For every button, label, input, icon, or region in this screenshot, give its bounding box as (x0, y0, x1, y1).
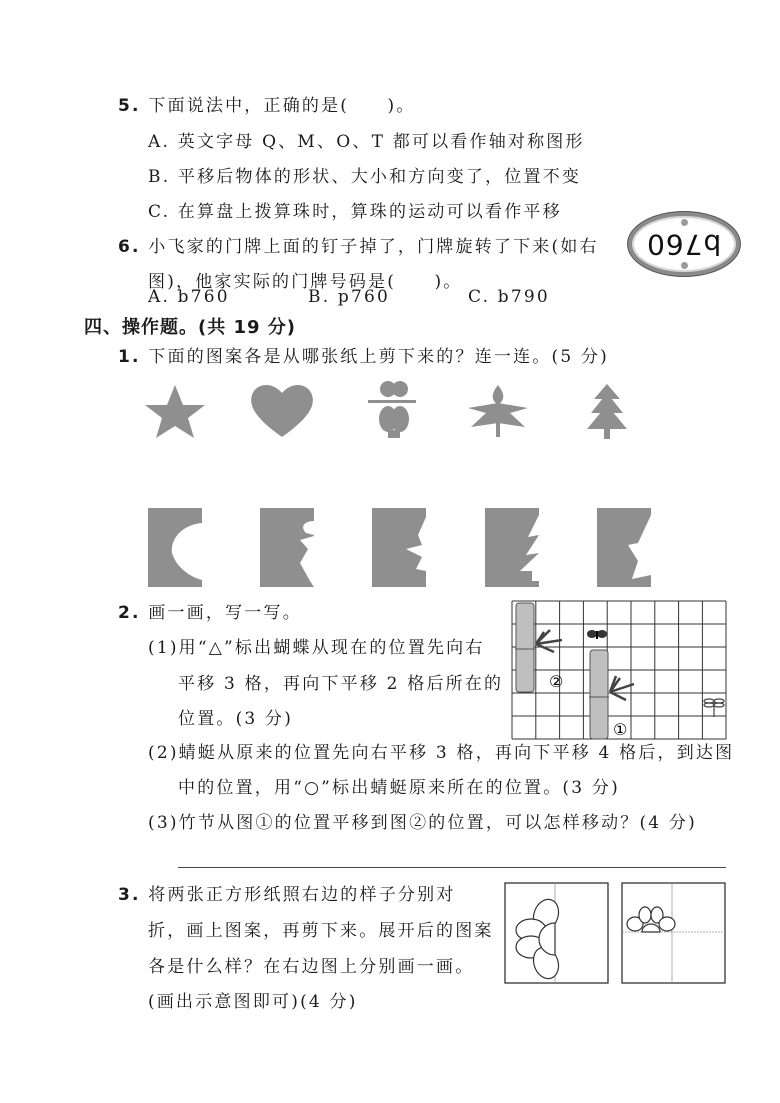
q6-stem-line1 (118, 236, 599, 258)
p1-stem (118, 346, 609, 368)
bird-shape-icon (368, 381, 416, 438)
plate-nail-hole-top (681, 219, 688, 226)
half-flower-icon (516, 896, 563, 982)
paper-sheets-row (140, 505, 680, 590)
q6-option-c: C. b790 (468, 287, 550, 307)
q6-number: 6. (118, 237, 141, 257)
fold-paper-vertical (505, 883, 608, 983)
label-2: ② (549, 672, 564, 691)
p2-stem (118, 602, 302, 624)
p2-sub2-line1: (2)蜻蜓从原来的位置先向右平移 3 格，再向下平移 4 格后，到达图 (148, 743, 735, 763)
q6-stem-text: 小飞家的门牌上面的钉子掉了，门牌旋转了下来(如右 (148, 237, 599, 257)
p2-sub3: (3)竹节从图①的位置平移到图②的位置，可以怎样移动？(4 分) (148, 813, 697, 833)
p1-stem-text: 下面的图案各是从哪张纸上剪下来的？连一连。(5 分) (148, 347, 609, 367)
paper-4-icon (485, 508, 539, 587)
p2-sub1-line1: (1)用“△”标出蝴蝶从现在的位置先向右 (148, 638, 485, 658)
label-1: ① (613, 720, 628, 739)
p2-sub2-line2: 中的位置，用“○”标出蜻蜓原来所在的位置。(3 分) (178, 778, 620, 798)
p2-sub1-line2: 平移 3 格，再向下平移 2 格后所在的 (178, 674, 504, 694)
fold-paper-horizontal (622, 883, 725, 983)
cut-shapes-row (130, 375, 690, 455)
p3-line2: 折，画上图案，再剪下来。展开后的图案 (148, 921, 494, 941)
q5-option-a: A. 英文字母 Q、M、O、T 都可以看作轴对称图形 (148, 132, 585, 152)
fold-paper-figures (500, 875, 735, 990)
q5-option-c: C. 在算盘上拨算珠时，算珠的运动可以看作平移 (148, 202, 562, 222)
p3-line4: (画出示意图即可)(4 分) (148, 992, 358, 1012)
plate-nail-hole-bottom (681, 262, 688, 269)
translation-grid (510, 600, 730, 742)
p3-number: 3. (118, 885, 141, 905)
paper-2-icon (260, 508, 314, 587)
p3-line3: 各是什么样？在右边图上分别画一画。 (148, 957, 475, 977)
q5-number: 5. (118, 96, 141, 116)
quarter-flower-icon (627, 907, 675, 932)
door-plate (628, 212, 740, 276)
q6-option-b: B. p760 (308, 287, 391, 307)
paper-1-icon (148, 508, 202, 587)
p1-number: 1. (118, 347, 141, 367)
heart-shape-icon (251, 385, 313, 437)
star-shape-icon (145, 385, 205, 438)
q5-stem-text: 下面说法中，正确的是( )。 (148, 96, 416, 116)
p2-number: 2. (118, 603, 141, 623)
q5-option-b: B. 平移后物体的形状、大小和方向变了，位置不变 (148, 167, 582, 187)
leaf-shape-icon (468, 385, 528, 437)
p2-stem-text: 画一画，写一写。 (148, 603, 302, 623)
paper-5-icon (597, 508, 651, 587)
p3-line1-text: 将两张正方形纸照右边的样子分别对 (148, 885, 456, 905)
p2-sub1-line3: 位置。(3 分) (178, 709, 294, 729)
q6-option-a: A. b760 (148, 287, 230, 307)
q6-options (148, 286, 550, 308)
butterfly-icon (587, 630, 607, 639)
q5-stem (118, 95, 416, 117)
q6-stem-line2: 图)，他家实际的门牌号码是( )。 (148, 272, 463, 292)
p3-line1 (118, 884, 456, 906)
answer-line (178, 867, 726, 868)
dragonfly-icon (704, 699, 724, 717)
plate-number: b760 (646, 227, 722, 261)
paper-3-icon (372, 508, 426, 587)
tree-shape-icon (587, 384, 627, 439)
section-title: 四、操作题。(共 19 分) (84, 317, 297, 338)
